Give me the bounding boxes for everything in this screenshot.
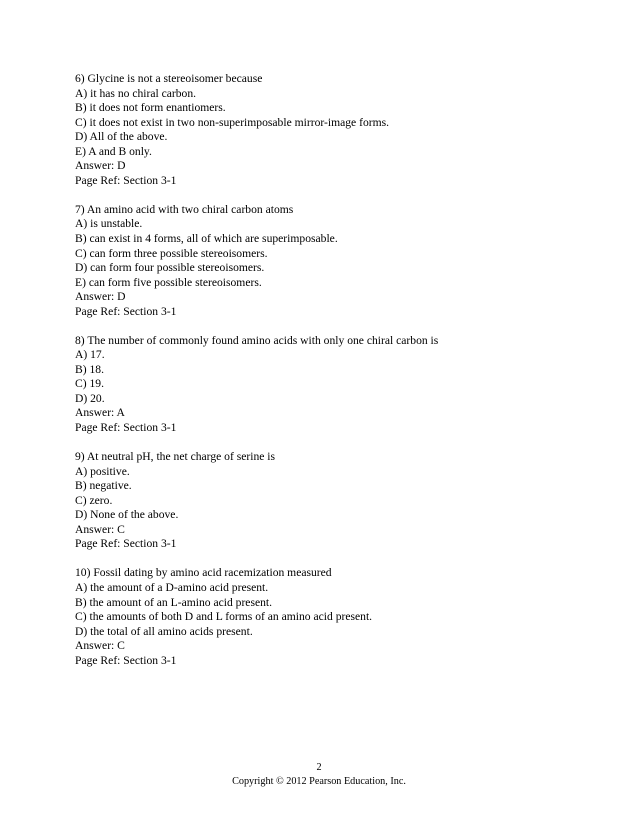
option-a: A) 17. bbox=[75, 348, 105, 362]
page-number: 2 bbox=[316, 762, 322, 773]
option-c: C) zero. bbox=[75, 493, 113, 507]
question-stem: 10) Fossil dating by amino acid racemization measured bbox=[75, 566, 332, 580]
option-b: B) can exist in 4 forms, all of which are superimposable. bbox=[75, 231, 338, 245]
option-b: B) the amount of an L-amino acid present. bbox=[75, 595, 273, 609]
question-stem: 6) Glycine is not a stereoisomer because bbox=[75, 72, 263, 85]
option-a: A) is unstable. bbox=[75, 217, 143, 231]
page-ref-line: Page Ref: Section 3-1 bbox=[75, 537, 177, 551]
page-footer bbox=[0, 761, 638, 788]
answer-line: Answer: C bbox=[75, 639, 125, 653]
option-b: B) it does not form enantiomers. bbox=[75, 101, 226, 115]
option-c: C) the amounts of both D and L forms of an amino acid present. bbox=[75, 610, 373, 624]
answer-line: Answer: D bbox=[75, 159, 126, 173]
option-c: C) can form three possible stereoisomers. bbox=[75, 246, 268, 260]
option-d: D) can form four possible stereoisomers. bbox=[75, 261, 265, 275]
question-7 bbox=[75, 203, 595, 319]
page-ref-line: Page Ref: Section 3-1 bbox=[75, 421, 177, 435]
question-8 bbox=[75, 334, 595, 436]
option-d: D) All of the above. bbox=[75, 130, 168, 144]
option-b: B) 18. bbox=[75, 362, 104, 376]
option-a: A) positive. bbox=[75, 464, 130, 478]
page-ref-line: Page Ref: Section 3-1 bbox=[75, 653, 177, 667]
option-b: B) negative. bbox=[75, 479, 132, 493]
option-a: A) it has no chiral carbon. bbox=[75, 86, 197, 100]
answer-line: Answer: A bbox=[75, 406, 125, 420]
option-a: A) the amount of a D-amino acid present. bbox=[75, 580, 269, 594]
question-6 bbox=[75, 72, 595, 188]
option-c: C) it does not exist in two non-superimposable mirror-image forms. bbox=[75, 115, 390, 129]
question-stem: 9) At neutral pH, the net charge of serine is bbox=[75, 450, 276, 464]
option-e: E) A and B only. bbox=[75, 144, 152, 158]
page-ref-line: Page Ref: Section 3-1 bbox=[75, 304, 177, 318]
answer-line: Answer: C bbox=[75, 522, 125, 536]
option-d: D) 20. bbox=[75, 391, 105, 405]
question-9 bbox=[75, 450, 595, 552]
option-d: D) the total of all amino acids present. bbox=[75, 624, 253, 638]
option-d: D) None of the above. bbox=[75, 508, 179, 522]
copyright-notice: Copyright © 2012 Pearson Education, Inc. bbox=[232, 775, 406, 787]
answer-line: Answer: D bbox=[75, 290, 126, 304]
option-c: C) 19. bbox=[75, 377, 104, 391]
question-10 bbox=[75, 566, 595, 668]
option-e: E) can form five possible stereoisomers. bbox=[75, 275, 262, 289]
question-stem: 7) An amino acid with two chiral carbon atoms bbox=[75, 202, 294, 216]
question-list bbox=[75, 72, 595, 683]
page-ref-line: Page Ref: Section 3-1 bbox=[75, 173, 177, 187]
question-stem: 8) The number of commonly found amino acids with only one chiral carbon is bbox=[75, 333, 439, 347]
